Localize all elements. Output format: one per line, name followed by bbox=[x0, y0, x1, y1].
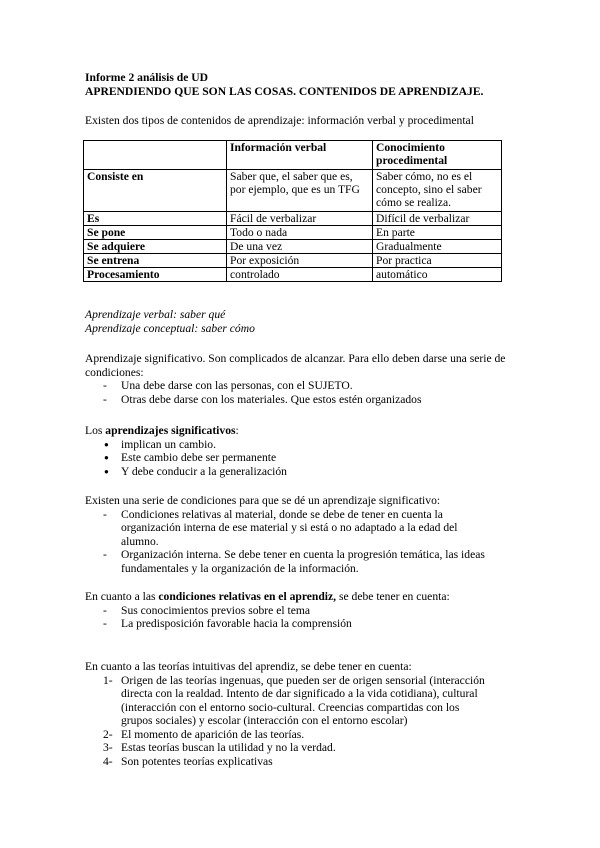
table-header-cell bbox=[84, 141, 227, 170]
aprendizajes-section bbox=[85, 424, 515, 478]
document-title bbox=[85, 71, 565, 99]
row-label: Se pone bbox=[84, 226, 227, 240]
relativas-list bbox=[85, 604, 515, 631]
table-cell: Saber cómo, no es el concepto, sino el saber cómo se realiza. bbox=[373, 170, 502, 212]
table-row bbox=[84, 240, 502, 254]
relativas-section bbox=[85, 590, 515, 631]
bullet-icon: ● bbox=[104, 439, 109, 449]
row-label: Procesamiento bbox=[84, 268, 227, 282]
definition-conceptual: Aprendizaje conceptual: saber cómo bbox=[85, 321, 255, 335]
list-item: 2- El momento de aparición de las teorías. bbox=[103, 727, 305, 741]
significativo-list bbox=[85, 379, 515, 406]
table-row bbox=[84, 268, 502, 282]
list-item: - Condiciones relativas al material, donde se debe de tener en cuenta la organización interna de ese material y si está o no adaptado a la edad del alumno. bbox=[103, 507, 458, 548]
table-row bbox=[84, 212, 502, 226]
condiciones-section bbox=[85, 494, 515, 575]
comparison-table bbox=[83, 140, 502, 282]
list-item: - Una debe darse con las personas, con el SUJETO. bbox=[103, 379, 353, 392]
table-cell: De una vez bbox=[227, 240, 373, 254]
bullet-icon: ● bbox=[104, 466, 109, 476]
row-label: Se adquiere bbox=[84, 240, 227, 254]
aprendizajes-list bbox=[85, 438, 515, 479]
definitions bbox=[85, 308, 515, 335]
table-header-row bbox=[84, 141, 502, 170]
significativo-section bbox=[85, 352, 515, 406]
list-item: ● implican un cambio. bbox=[104, 437, 216, 451]
list-item: ● Este cambio debe ser permanente bbox=[104, 451, 277, 464]
table-cell: En parte bbox=[373, 226, 502, 240]
table-row bbox=[84, 254, 502, 268]
table-cell: Difícil de verbalizar bbox=[373, 212, 502, 226]
aprendizajes-heading: Los aprendizajes significativos: bbox=[85, 424, 239, 437]
teorias-section bbox=[85, 660, 515, 768]
table-header-cell: Conocimiento procedimental bbox=[373, 141, 502, 170]
list-item: 1- Origen de las teorías ingenuas, que pueden ser de origen sensorial (interacción directa con la realdad. Intento de dar significado a la vida cotidiana), cultural (interacción con el entorno socio-cultural. Creencias compartidas con los grupos sociales) y escolar (interacción con el entorno escolar) bbox=[103, 673, 485, 727]
teorias-list bbox=[85, 674, 490, 769]
list-item: - Sus conocimientos previos sobre el tema bbox=[103, 603, 311, 617]
list-item: - La predisposición favorable hacia la comprensión bbox=[103, 617, 352, 630]
list-item: - Otras debe darse con los materiales. Que estos estén organizados bbox=[103, 392, 422, 406]
table-header-cell: Información verbal bbox=[227, 141, 373, 170]
table-row bbox=[84, 226, 502, 240]
row-label: Se entrena bbox=[84, 254, 227, 268]
table-cell: automático bbox=[373, 268, 502, 282]
row-label: Es bbox=[84, 212, 227, 226]
title-line-1: Informe 2 análisis de UD bbox=[85, 71, 209, 84]
table-cell: Gradualmente bbox=[373, 240, 502, 254]
title-line-2: APRENDIENDO QUE SON LAS COSAS. CONTENIDOS DE APRENDIZAJE. bbox=[85, 85, 484, 98]
definition-verbal: Aprendizaje verbal: saber qué bbox=[85, 308, 226, 321]
condiciones-list bbox=[85, 508, 485, 576]
table-cell: Por practica bbox=[373, 254, 502, 268]
table-cell: controlado bbox=[227, 268, 373, 282]
table-row bbox=[84, 170, 502, 212]
relativas-heading: En cuanto a las condiciones relativas en el aprendiz, se debe tener en cuenta: bbox=[85, 590, 450, 603]
row-label: Consiste en bbox=[84, 170, 227, 212]
intro-paragraph: Existen dos tipos de contenidos de aprendizaje: información verbal y procedimental bbox=[85, 114, 474, 127]
list-item: ● Y debe conducir a la generalización bbox=[104, 464, 287, 478]
condiciones-text: Existen una serie de condiciones para que se dé un aprendizaje significativo: bbox=[85, 494, 441, 507]
table-cell: Fácil de verbalizar bbox=[227, 212, 373, 226]
list-item: - Organización interna. Se debe tener en cuenta la progresión temática, las ideas fundamentales y la organización de la información. bbox=[103, 548, 485, 575]
significativo-text: Aprendizaje significativo. Son complicados de alcanzar. Para ello deben darse una serie de condiciones: bbox=[85, 352, 506, 379]
list-item: 3- Estas teorías buscan la utilidad y no la verdad. bbox=[103, 741, 336, 754]
table-cell: Por exposición bbox=[227, 254, 373, 268]
teorias-text: En cuanto a las teorías intuitivas del aprendiz, se debe tener en cuenta: bbox=[85, 660, 412, 673]
bullet-icon: ● bbox=[104, 453, 109, 462]
table-cell: Todo o nada bbox=[227, 226, 373, 240]
table-cell: Saber que, el saber que es, por ejemplo, que es un TFG bbox=[227, 170, 373, 212]
list-item: 4- Son potentes teorías explicativas bbox=[103, 754, 273, 768]
